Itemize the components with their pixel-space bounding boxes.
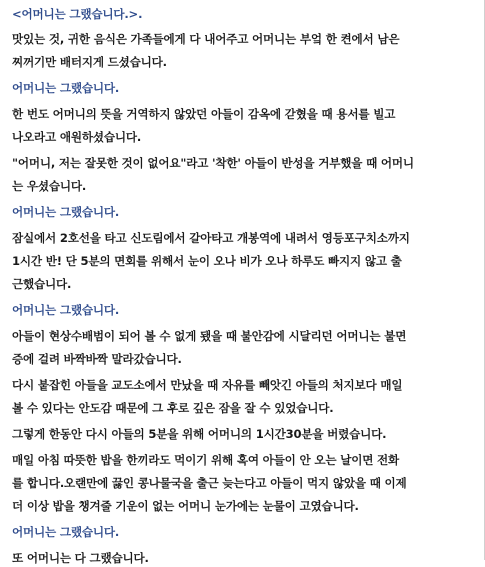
refrain-line: 어머니는 그랬습니다. bbox=[12, 81, 120, 95]
document-title: <어머니는 그랬습니다.>. bbox=[12, 7, 143, 21]
refrain-line: 어머니는 그랬습니다. bbox=[12, 205, 120, 219]
text-line: 맛있는 것, 귀한 음식은 가족들에게 다 내어주고 어머니는 부엌 한 켠에서 남은 bbox=[12, 32, 400, 46]
text-line: 증에 걸려 바짝바짝 말라갔습니다. bbox=[12, 352, 182, 366]
refrain-line: 어머니는 그랬습니다. bbox=[12, 303, 120, 317]
text-line: 를 합니다.오랜만에 끓인 콩나물국을 출근 늦는다고 아들이 먹지 않았을 때 이제 bbox=[12, 476, 407, 490]
text-line: 찌꺼기만 배터지게 드셨습니다. bbox=[12, 55, 167, 69]
paragraph bbox=[12, 155, 474, 195]
text-line: 그렇게 한동안 다시 아들의 5분을 위해 어머니의 1시간30분을 버렸습니다. bbox=[12, 427, 387, 441]
text-line: 는 우셨습니다. bbox=[12, 179, 87, 193]
text-line: "어머니, 저는 잘못한 것이 없어요"라고 '착한' 아들이 반성을 거부했을 때 어머니 bbox=[12, 156, 414, 170]
text-line: 나오라고 애원하셨습니다. bbox=[12, 130, 142, 144]
text-line: 아들이 현상수배범이 되어 볼 수 없게 됐을 때 불안감에 시달리던 어머니는 불면 bbox=[12, 329, 407, 343]
refrain-line: 어머니는 그랬습니다. bbox=[12, 525, 120, 539]
text-line: 잠실에서 2호선을 타고 신도림에서 갈아타고 개봉역에 내려서 영등포구치소까지 bbox=[12, 231, 410, 245]
paragraph bbox=[12, 426, 474, 443]
text-line: 볼 수 있다는 안도감 때문에 그 후로 깊은 잠을 잘 수 있었습니다. bbox=[12, 401, 334, 415]
text-line: 매일 아침 따뜻한 밥을 한끼라도 먹이기 위해 혹여 아들이 안 오는 날이면 전화 bbox=[12, 453, 400, 467]
paragraph bbox=[12, 31, 474, 71]
paragraph bbox=[12, 230, 474, 293]
paragraph bbox=[12, 550, 474, 567]
text-line: 또 어머니는 다 그랬습니다. bbox=[12, 551, 149, 565]
paragraph bbox=[12, 106, 474, 146]
text-line: 한 번도 어머니의 뜻을 거역하지 않았던 아들이 감옥에 갇혔을 때 용서를 빌고 bbox=[12, 107, 396, 121]
text-line: 더 이상 밥을 챙겨줄 기운이 없는 어머니 눈가에는 눈물이 고였습니다. bbox=[12, 499, 359, 513]
text-line: 근했습니다. bbox=[12, 277, 72, 291]
paragraph bbox=[12, 377, 474, 417]
paragraph bbox=[12, 452, 474, 515]
text-line: 1시간 반! 단 5분의 면회를 위해서 눈이 오나 비가 오나 하루도 빠지지 않고 출 bbox=[12, 254, 402, 268]
text-line: 다시 붙잡힌 아들을 교도소에서 만났을 때 자유를 빼앗긴 아들의 처지보다 매일 bbox=[12, 378, 403, 392]
paragraph bbox=[12, 328, 474, 368]
